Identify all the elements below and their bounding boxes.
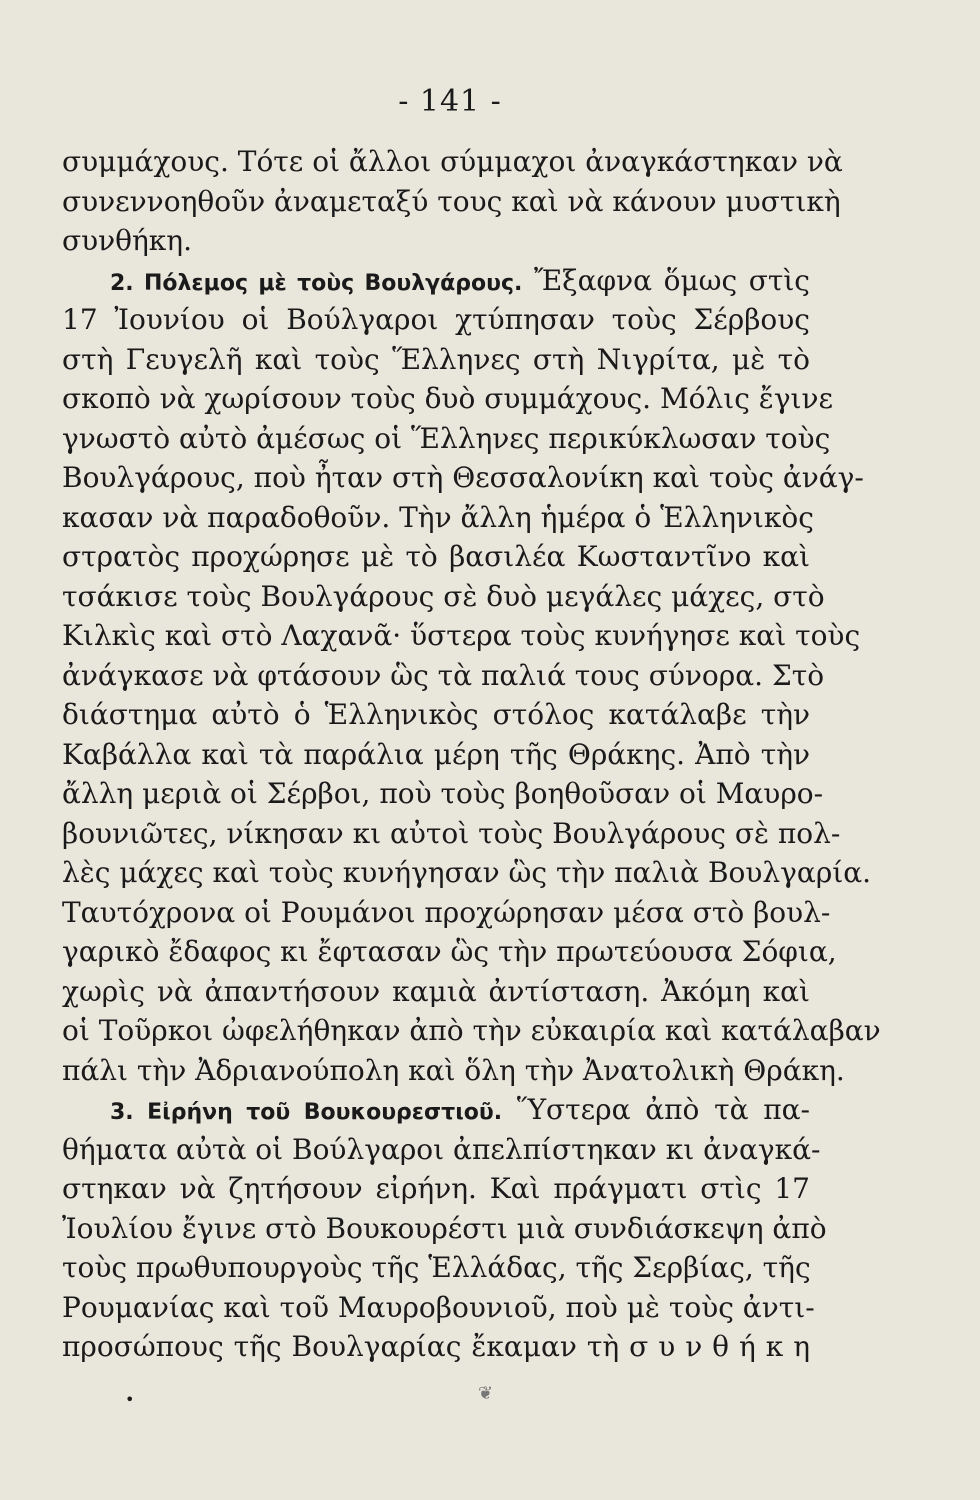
text-line: συνθήκη. [62,224,192,257]
text-line: τοὺς πρωθυπουργοὺς τῆς Ἑλλάδας, τῆς Σερβίας, τῆς [62,1251,811,1284]
text-line: 17 Ἰουνίου οἱ Βούλγαροι χτύπησαν τοὺς Σέρβους [62,303,810,336]
text-line: Βουλγάρους, ποὺ ἦταν στὴ Θεσσαλονίκη καὶ τοὺς ἀνάγ- [62,461,864,494]
text-line: Ἰουλίου ἔγινε στὸ Βουκουρέστι μιὰ συνδιάσκεψη ἀπὸ [62,1211,827,1245]
text-line: κασαν νὰ παραδοθοῦν. Τὴν ἄλλη ἡμέρα ὁ Ἑλληνικὸς [62,500,814,534]
text-line: Κιλκὶς καὶ στὸ Λαχανᾶ· ὕστερα τοὺς κυνήγησε καὶ τοὺς [62,619,861,652]
text-line: γνωστὸ αὐτὸ ἀμέσως οἱ Ἕλληνες περικύκλωσαν τοὺς [62,421,831,455]
text-line: συνεννοηθοῦν ἀναμεταξύ τους καὶ νὰ κάνουν μυστικὴ [62,184,841,218]
text-fragment: Ἔξαφνα ὅμως στὶς [533,263,810,297]
text-line: τσάκισε τοὺς Βουλγάρους σὲ δυὸ μεγάλες μάχες, στὸ [62,579,825,613]
text-line: συμμάχους. Τότε οἱ ἄλλοι σύμμαχοι ἀναγκάστηκαν νὰ [62,145,843,178]
text-line: ἀνάγκασε νὰ φτάσουν ὣς τὰ παλιά τους σύνορα. Στὸ [62,658,825,692]
text-line: σκοπὸ νὰ χωρίσουν τοὺς δυὸ συμμάχους. Μόλις ἔγινε [62,382,834,415]
page-number: - 141 - [398,84,502,119]
text-line: διάστημα αὐτὸ ὁ Ἑλληνικὸς στόλος κατάλαβε τὴν [62,698,810,731]
stray-dot: • [125,1390,135,1409]
text-line: στὴ Γευγελῆ καὶ τοὺς Ἕλληνες στὴ Νιγρίτα, μὲ τὸ [62,342,810,376]
text-fragment: Ὕστερα ἀπὸ τὰ πα- [516,1093,810,1126]
section-heading-peace: 3. Εἰρήνη τοῦ Βουκουρεστιοῦ. [110,1100,503,1125]
text-line: προσώπους τῆς Βουλγαρίας ἔκαμαν τὴ σ υ ν θ ή κ η [62,1330,810,1363]
text-line: χωρὶς νὰ ἀπαντήσουν καμιὰ ἀντίσταση. Ἀκόμη καὶ [62,974,810,1008]
text-line: θήματα αὐτὰ οἱ Βούλγαροι ἀπελπίστηκαν κι ἀναγκά- [62,1132,821,1166]
text-line: στηκαν νὰ ζητήσουν εἰρήνη. Καὶ πράγματι στὶς 17 [62,1172,810,1205]
text-line: βουνιῶτες, νίκησαν κι αὐτοὶ τοὺς Βουλγάρους σὲ πολ- [62,816,841,850]
text-line: Ρουμανίας καὶ τοῦ Μαυροβουνιοῦ, ποὺ μὲ τοὺς ἀντι- [62,1290,815,1324]
section-heading-line [62,1090,810,1130]
text-line: λὲς μάχες καὶ τοὺς κυνήγησαν ὣς τὴν παλιὰ Βουλγαρία. [62,856,872,889]
ornament-mark: ❦ [478,1383,494,1404]
section-heading-line [62,261,810,301]
text-line: πάλι τὴν Ἀδριανούπολη καὶ ὅλη τὴν Ἀνατολικὴ Θράκη. [62,1053,845,1087]
text-line: στρατὸς προχώρησε μὲ τὸ βασιλέα Κωσταντῖνο καὶ [62,540,810,573]
text-line: Ταυτόχρονα οἱ Ρουμάνοι προχώρησαν μέσα στὸ βουλ- [62,895,831,929]
section-heading-war: 2. Πόλεμος μὲ τοὺς Βουλγάρους. [110,270,523,296]
body-text [62,142,881,1367]
text-line: οἱ Τοῦρκοι ὠφελήθηκαν ἀπὸ τὴν εὐκαιρία καὶ κατάλαβαν [62,1014,881,1047]
text-line: ἄλλη μεριὰ οἱ Σέρβοι, ποὺ τοὺς βοηθοῦσαν οἱ Μαυρο- [62,777,824,810]
text-line: Καβάλλα καὶ τὰ παράλια μέρη τῆς Θράκης. Ἀπὸ τὴν [62,737,810,771]
text-line: γαρικὸ ἔδαφος κι ἔφτασαν ὣς τὴν πρωτεύουσα Σόφια, [62,935,837,968]
